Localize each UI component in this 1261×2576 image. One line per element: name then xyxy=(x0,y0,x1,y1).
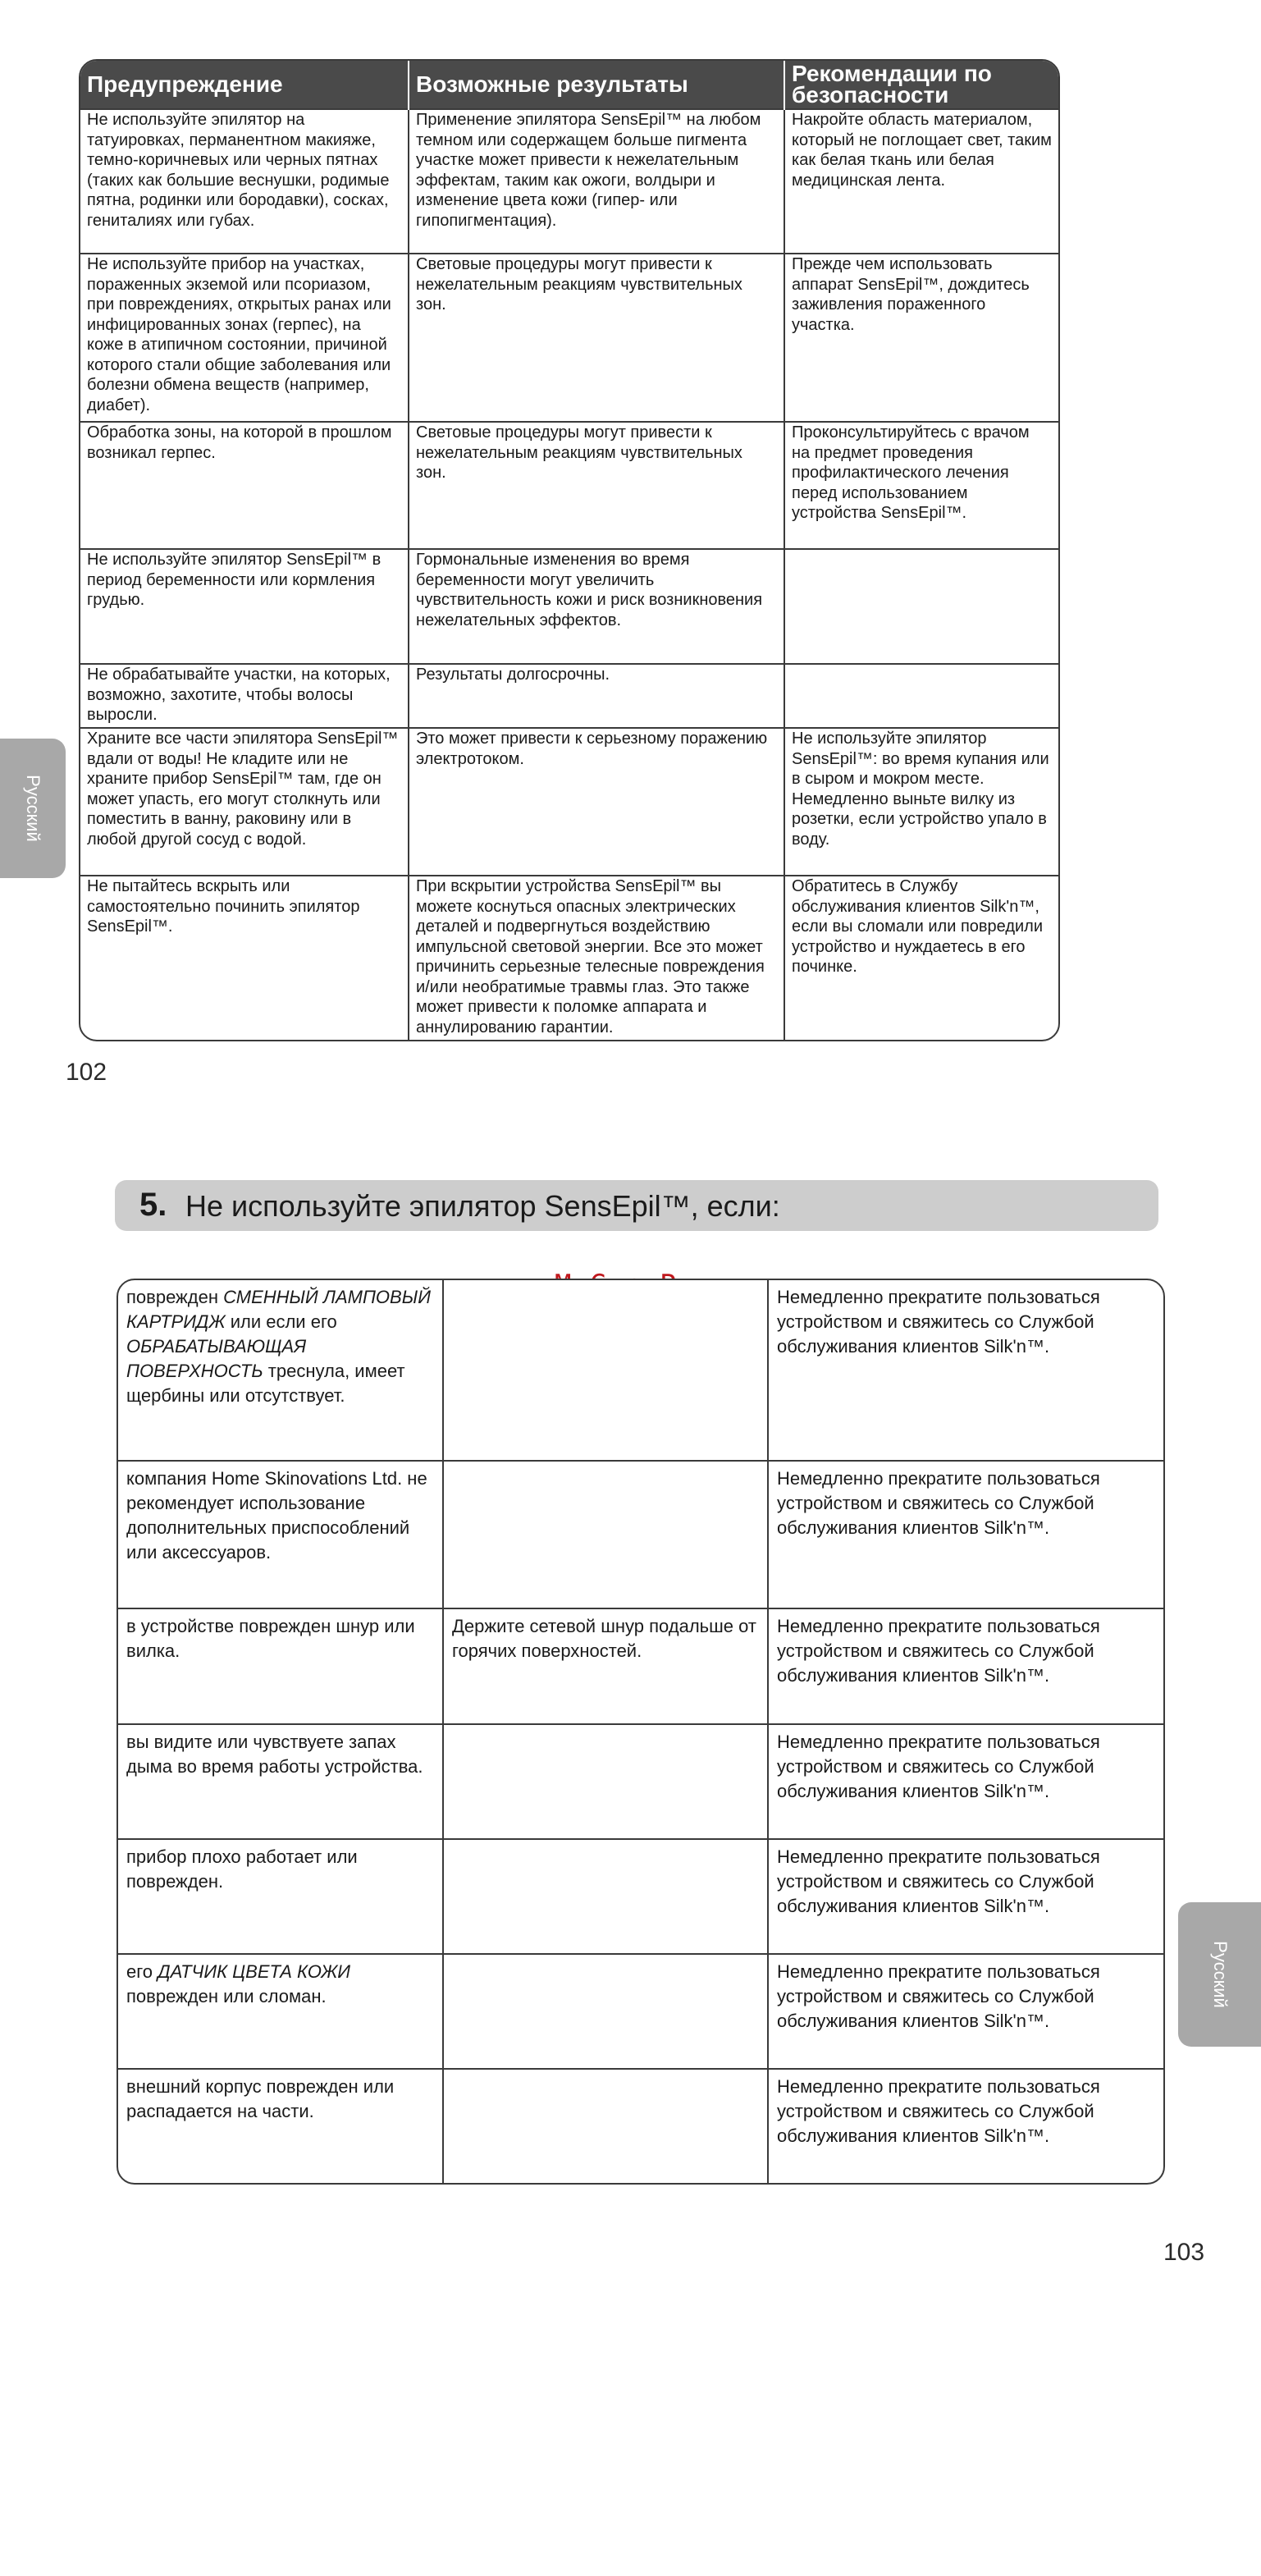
result-cell: Световые процедуры могут привести к нежелательным реакциям чувствительных зон. xyxy=(409,254,784,422)
table-row xyxy=(80,549,1058,664)
condition-text: или если его xyxy=(225,1311,337,1332)
condition-text: поврежден или сломан. xyxy=(126,1985,327,2006)
advice-cell: Прежде чем использовать аппарат SensEpil™, дождитесь заживления пораженного участка. xyxy=(784,254,1058,422)
safety-warnings-table xyxy=(79,59,1060,1041)
result-cell: Световые процедуры могут привести к нежелательным реакциям чувствительных зон. xyxy=(409,422,784,549)
table-row xyxy=(80,109,1058,254)
action-cell: Немедленно прекратите пользоваться устройством и свяжитесь со Службой обслуживания клиентов Silk'n™. xyxy=(768,1724,1163,1839)
note-cell: Держите сетевой шнур подальше от горячих поверхностей. xyxy=(443,1608,768,1723)
table-row xyxy=(118,1724,1163,1839)
condition-cell: вы видите или чувствуете запах дыма во время работы устройства. xyxy=(118,1724,443,1839)
language-tab-left xyxy=(0,739,66,878)
language-tab-label: Русский xyxy=(23,775,43,842)
action-cell: Немедленно прекратите пользоваться устройством и свяжитесь со Службой обслуживания клиентов Silk'n™. xyxy=(768,1608,1163,1723)
advice-cell: Проконсультируйтесь с врачом на предмет проведения профилактического лечения перед использованием устройства SensEpil™. xyxy=(784,422,1058,549)
action-cell: Немедленно прекратите пользоваться устройством и свяжитесь со Службой обслуживания клиентов Silk'n™. xyxy=(768,2069,1163,2183)
header-warning: Предупреждение xyxy=(80,61,409,109)
result-cell: При вскрытии устройства SensEpil™ вы можете коснуться опасных электрических деталей и подвергнуться воздействию импульсной световой энергии. Все это может причинить серьезные телесные повреждения и/или необратимые травмы глаз. Это также может привести к поломке аппарата и аннулированию гарантии. xyxy=(409,876,784,1040)
table-row xyxy=(118,1608,1163,1723)
table-row xyxy=(80,876,1058,1040)
warning-cell: Не обрабатывайте участки, на которых, возможно, захотите, чтобы волосы выросли. xyxy=(80,664,409,728)
table-header-row xyxy=(80,61,1058,109)
table-row xyxy=(118,1839,1163,1954)
result-cell: Гормональные изменения во время беременности могут увеличить чувствительность кожи и риск возникновения нежелательных эффектов. xyxy=(409,549,784,664)
warning-cell: Не пытайтесь вскрыть или самостоятельно починить эпилятор SensEpil™. xyxy=(80,876,409,1040)
table-row xyxy=(80,422,1058,549)
note-cell xyxy=(443,1461,768,1609)
warning-cell: Храните все части эпилятора SensEpil™ вдали от воды! Не кладите или не храните прибор SensEpil™ там, где он может упасть, его могут столкнуть или поместить в ванну, раковину или в любой другой сосуд с водой. xyxy=(80,728,409,876)
condition-term: ДАТЧИК ЦВЕТА КОЖИ xyxy=(158,1961,351,1982)
section-heading xyxy=(115,1180,1158,1231)
page-number-left: 102 xyxy=(66,1059,107,1086)
do-not-use-table xyxy=(117,1279,1165,2185)
note-cell xyxy=(443,2069,768,2183)
language-tab-right xyxy=(1178,1902,1261,2047)
note-cell xyxy=(443,1954,768,2069)
result-cell: Применение эпилятора SensEpil™ на любом темном или содержащем больше пигмента участке может привести к нежелательным эффектам, таким как ожоги, волдыри и изменение цвета кожи (гипер- или гипопигментация). xyxy=(409,109,784,254)
condition-text: поврежден xyxy=(126,1287,224,1307)
advice-cell: Не используйте эпилятор SensEpil™: во время купания или в сыром и мокром месте. Немедленно выньте вилку из розетки, если устройство упало в воду. xyxy=(784,728,1058,876)
table-row xyxy=(80,254,1058,422)
condition-text: его xyxy=(126,1961,158,1982)
table-row xyxy=(80,728,1058,876)
page-number-right: 103 xyxy=(1163,2239,1205,2266)
condition-cell: внешний корпус поврежден или распадается на части. xyxy=(118,2069,443,2183)
section-title: Не используйте эпилятор SensEpil™, если: xyxy=(185,1189,780,1223)
action-cell: Немедленно прекратите пользоваться устройством и свяжитесь со Службой обслуживания клиентов Silk'n™. xyxy=(768,1954,1163,2069)
warning-cell: Обработка зоны, на которой в прошлом возникал герпес. xyxy=(80,422,409,549)
advice-cell xyxy=(784,549,1058,664)
header-results: Возможные результаты xyxy=(409,61,784,109)
condition-cell xyxy=(118,1954,443,2069)
warning-cell: Не используйте эпилятор SensEpil™ в период беременности или кормления грудью. xyxy=(80,549,409,664)
condition-cell: в устройстве поврежден шнур или вилка. xyxy=(118,1608,443,1723)
table-row xyxy=(118,2069,1163,2183)
condition-cell: компания Home Skinovations Ltd. не рекомендует использование дополнительных приспособлений или аксессуаров. xyxy=(118,1461,443,1609)
section-number: 5. xyxy=(139,1187,167,1223)
advice-cell xyxy=(784,664,1058,728)
condition-term: ОБРАБАТЫВАЮЩАЯ ПОВЕРХНОСТЬ xyxy=(126,1336,307,1381)
warning-cell: Не используйте прибор на участках, пораженных экземой или псориазом, при повреждениях, открытых ранах или инфицированных зонах (герпес), на коже в атипичном состоянии, причиной которого стали общие заболевания или болезни обмена веществ (например, диабет). xyxy=(80,254,409,422)
warning-cell: Не используйте эпилятор на татуировках, перманентном макияже, темно-коричневых или черных пятнах (таких как большие веснушки, родимые пятна, родинки или бородавки), сосках, гениталиях или губах. xyxy=(80,109,409,254)
advice-cell: Обратитесь в Службу обслуживания клиентов Silk'n™, если вы сломали или повредили устройство и нуждаетесь в его починке. xyxy=(784,876,1058,1040)
header-recommendations: Рекомендации по безопасности xyxy=(784,61,1058,109)
condition-cell: прибор плохо работает или поврежден. xyxy=(118,1839,443,1954)
advice-cell: Накройте область материалом, который не поглощает свет, таким как белая ткань или белая медицинская лента. xyxy=(784,109,1058,254)
table-row xyxy=(80,664,1058,728)
note-cell xyxy=(443,1839,768,1954)
condition-term: СМЕННЫЙ ЛАМПОВЫЙ КАРТРИДЖ xyxy=(126,1287,431,1332)
action-cell: Немедленно прекратите пользоваться устройством и свяжитесь со Службой обслуживания клиентов Silk'n™. xyxy=(768,1280,1163,1461)
note-cell xyxy=(443,1280,768,1461)
result-cell: Это может привести к серьезному поражению электротоком. xyxy=(409,728,784,876)
condition-text: треснула, имеет щербины или отсутствует. xyxy=(126,1361,405,1406)
action-cell: Немедленно прекратите пользоваться устройством и свяжитесь со Службой обслуживания клиентов Silk'n™. xyxy=(768,1839,1163,1954)
note-cell xyxy=(443,1724,768,1839)
condition-cell xyxy=(118,1280,443,1461)
result-cell: Результаты долгосрочны. xyxy=(409,664,784,728)
action-cell: Немедленно прекратите пользоваться устройством и свяжитесь со Службой обслуживания клиентов Silk'n™. xyxy=(768,1461,1163,1609)
table-row xyxy=(118,1280,1163,1461)
language-tab-label: Русский xyxy=(1209,1941,1231,2008)
table-row xyxy=(118,1461,1163,1609)
table-row xyxy=(118,1954,1163,2069)
